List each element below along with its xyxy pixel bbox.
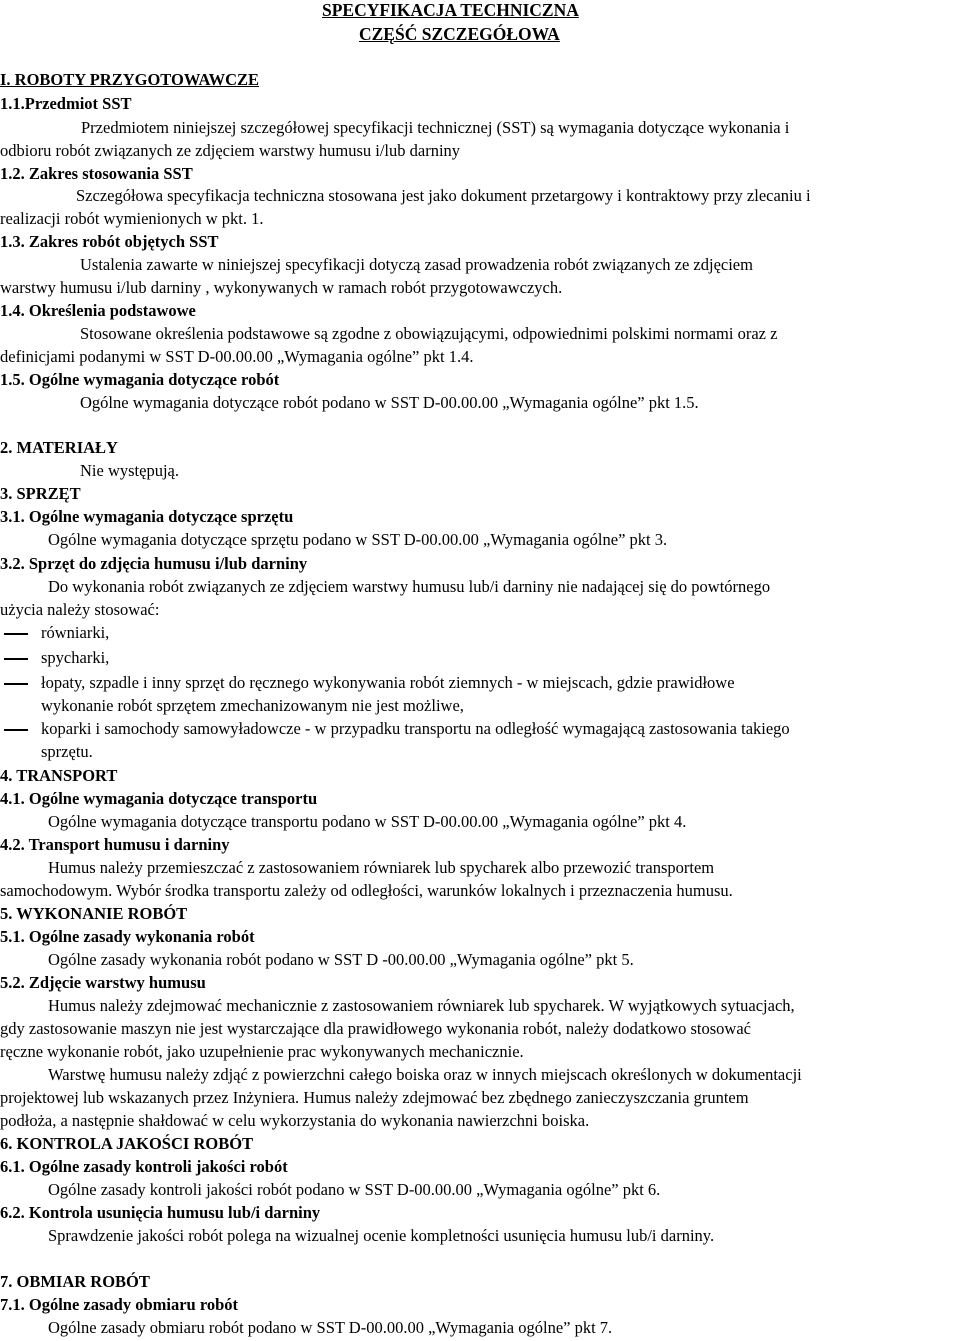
para-4-1: Ogólne wymagania dotyczące transportu podano w SST D-00.00.00 „Wymagania ogólne” pkt 4. xyxy=(48,812,687,831)
section-2-heading: 2. MATERIAŁY xyxy=(0,438,118,457)
section-6-heading: 6. KONTROLA JAKOŚCI ROBÓT xyxy=(0,1134,254,1153)
heading-1-3: 1.3. Zakres robót objętych SST xyxy=(0,232,219,251)
para-4-2-line1: Humus należy przemieszczać z zastosowaniem równiarek lub spycharek albo przewozić transportem xyxy=(48,858,715,877)
para-1-1-line2: odbioru robót związanych ze zdjęciem warstwy humusu i/lub darniny xyxy=(0,141,461,160)
para-5-2-line3: ręczne wykonanie robót, jako uzupełnienie prac wykonywanych mechanicznie. xyxy=(0,1042,524,1061)
doc-title-line1: SPECYFIKACJA TECHNICZNA xyxy=(322,0,579,20)
heading-6-2: 6.2. Kontrola usunięcia humusu lub/i darniny xyxy=(0,1203,321,1222)
heading-4-2: 4.2. Transport humusu i darniny xyxy=(0,835,230,854)
list-item-continuation: sprzętu. xyxy=(41,742,93,761)
list-item: spycharki, xyxy=(41,648,110,667)
doc-title-line2: CZĘŚĆ SZCZEGÓŁOWA xyxy=(359,24,560,44)
para-6-1: Ogólne zasady kontroli jakości robót podano w SST D-00.00.00 „Wymagania ogólne” pkt 6. xyxy=(48,1180,661,1199)
heading-5-1: 5.1. Ogólne zasady wykonania robót xyxy=(0,927,255,946)
para-3-1: Ogólne wymagania dotyczące sprzętu podano w SST D-00.00.00 „Wymagania ogólne” pkt 3. xyxy=(48,530,668,549)
heading-1-4: 1.4. Określenia podstawowe xyxy=(0,301,196,320)
para-1-4-line2: definicjami podanymi w SST D-00.00.00 „Wymagania ogólne” pkt 1.4. xyxy=(0,347,474,366)
para-2: Nie występują. xyxy=(80,461,179,480)
para-1-3-line2: warstwy humusu i/lub darniny , wykonywanych w ramach robót przygotowawczych. xyxy=(0,278,563,297)
heading-1-1: 1.1.Przedmiot SST xyxy=(0,94,132,113)
para-1-3-line1: Ustalenia zawarte w niniejszej specyfikacji dotyczą zasad prowadzenia robót związanych ze zdjęciem xyxy=(80,255,753,274)
section-5-heading: 5. WYKONANIE ROBÓT xyxy=(0,904,188,923)
para-3-2-line1: Do wykonania robót związanych ze zdjęciem warstwy humusu lub/i darniny nie nadającej się do powtórnego xyxy=(48,577,771,596)
heading-1-2: 1.2. Zakres stosowania SST xyxy=(0,164,193,183)
section-4-heading: 4. TRANSPORT xyxy=(0,766,118,785)
para-4-2-line2: samochodowym. Wybór środka transportu zależy od odległości, warunków lokalnych i przeznaczenia humusu. xyxy=(0,881,733,900)
para-5-2-line2: gdy zastosowanie maszyn nie jest wystarczające dla prawidłowego wykonania robót, należy dodatkowo stosować xyxy=(0,1019,751,1038)
para-1-2-line1: Szczegółowa specyfikacja techniczna stosowana jest jako dokument przetargowy i kontraktowy przy zlecaniu i xyxy=(76,186,811,205)
heading-5-2: 5.2. Zdjęcie warstwy humusu xyxy=(0,973,206,992)
para-5-2-line5: projektowej lub wskazanych przez Inżyniera. Humus należy zdejmować bez zbędnego zanieczyszczania gruntem xyxy=(0,1088,749,1107)
list-item: równiarki, xyxy=(41,623,110,642)
list-item: koparki i samochody samowyładowcze - w przypadku transportu na odległość wymagającą zastosowania takiego xyxy=(41,719,790,738)
heading-6-1: 6.1. Ogólne zasady kontroli jakości robót xyxy=(0,1157,288,1176)
para-5-2-line1: Humus należy zdejmować mechanicznie z zastosowaniem równiarek lub spycharek. W wyjątkowych sytuacjach, xyxy=(48,996,795,1015)
para-3-2-line2: użycia należy stosować: xyxy=(0,600,160,619)
heading-4-1: 4.1. Ogólne wymagania dotyczące transportu xyxy=(0,789,318,808)
heading-3-1: 3.1. Ogólne wymagania dotyczące sprzętu xyxy=(0,507,294,526)
section-3-heading: 3. SPRZĘT xyxy=(0,484,81,503)
bullet-dash xyxy=(4,658,28,660)
para-7-1: Ogólne zasady obmiaru robót podano w SST D-00.00.00 „Wymagania ogólne” pkt 7. xyxy=(48,1318,613,1337)
heading-7-1: 7.1. Ogólne zasady obmiaru robót xyxy=(0,1295,239,1314)
bullet-dash xyxy=(4,729,28,731)
para-5-2-line4: Warstwę humusu należy zdjąć z powierzchni całego boiska oraz w innych miejscach określonych w dokumentacji xyxy=(48,1065,802,1084)
para-1-1-line1: Przedmiotem niniejszej szczegółowej specyfikacji technicznej (SST) są wymagania dotyczące wykonania i xyxy=(81,118,790,137)
para-5-1: Ogólne zasady wykonania robót podano w SST D -00.00.00 „Wymagania ogólne” pkt 5. xyxy=(48,950,634,969)
section-1-heading: I. ROBOTY PRZYGOTOWAWCZE xyxy=(0,70,260,89)
para-1-4-line1: Stosowane określenia podstawowe są zgodne z obowiązującymi, odpowiednimi polskimi normami oraz z xyxy=(80,324,778,343)
bullet-dash xyxy=(4,633,28,635)
para-6-2: Sprawdzenie jakości robót polega na wizualnej ocenie kompletności usunięcia humusu lub/i darniny. xyxy=(48,1226,715,1245)
para-1-2-line2: realizacji robót wymienionych w pkt. 1. xyxy=(0,209,264,228)
para-5-2-line6: podłoża, a następnie shałdować w celu wykorzystania do wykonania nawierzchni boiska. xyxy=(0,1111,590,1130)
heading-3-2: 3.2. Sprzęt do zdjęcia humusu i/lub darniny xyxy=(0,554,308,573)
bullet-dash xyxy=(4,683,28,685)
list-item-continuation: wykonanie robót sprzętem zmechanizowanym nie jest możliwe, xyxy=(41,696,464,715)
para-1-5: Ogólne wymagania dotyczące robót podano w SST D-00.00.00 „Wymagania ogólne” pkt 1.5. xyxy=(80,393,699,412)
section-7-heading: 7. OBMIAR ROBÓT xyxy=(0,1272,150,1291)
list-item: łopaty, szpadle i inny sprzęt do ręcznego wykonywania robót ziemnych - w miejscach, gdzie prawidłowe xyxy=(41,673,735,692)
heading-1-5: 1.5. Ogólne wymagania dotyczące robót xyxy=(0,370,280,389)
